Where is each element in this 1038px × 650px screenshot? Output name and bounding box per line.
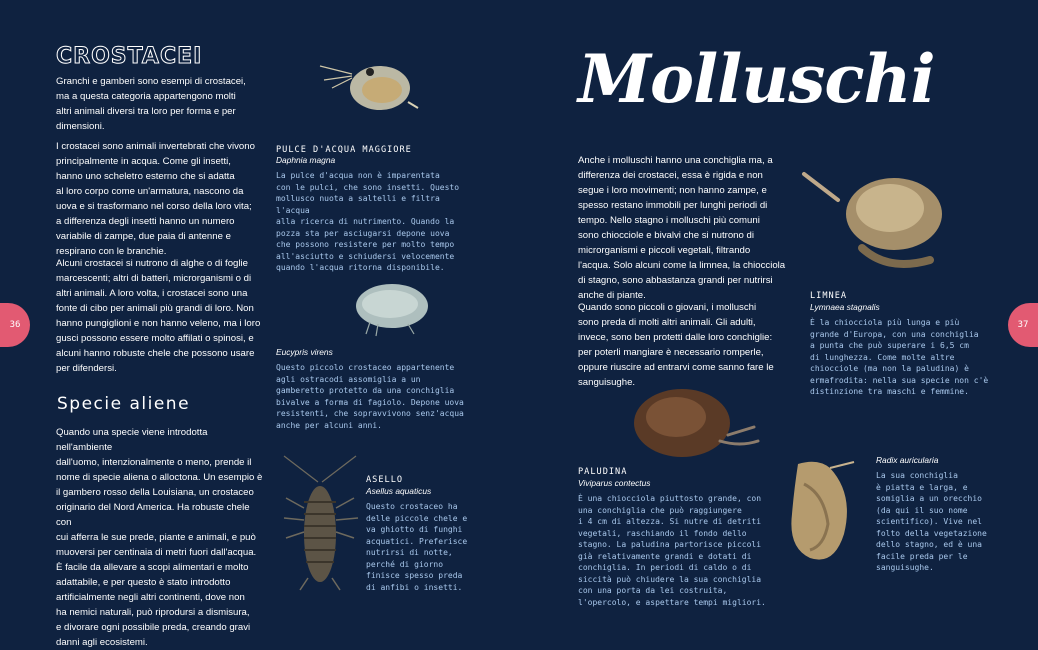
- species-latin-limnea: Lymnaea stagnalis: [810, 302, 880, 312]
- paragraph-line: ma a questa categoria appartengono molti: [56, 91, 236, 102]
- paragraph-line: Granchi e gamberi sono esempi di crostacei,: [56, 76, 246, 87]
- species-desc-eucypris: [276, 362, 466, 431]
- paragraph-line: Quando sono piccoli o giovani, i molluschi: [578, 302, 757, 313]
- desc-line: quando l'acqua ritorna disponibile.: [276, 263, 445, 272]
- desc-line: È una chiocciola piuttosto grande, con: [578, 494, 762, 503]
- species-name-daphnia: PULCE D'ACQUA MAGGIORE: [276, 145, 412, 155]
- desc-line: Questo crostaceo ha: [366, 502, 458, 511]
- crostacei-paragraph-1: [56, 74, 256, 134]
- paragraph-line: uova e si trasformano nel corso della loro vita;: [56, 201, 252, 212]
- paragraph-line: altri animali. A loro volta, i crostacei sono una: [56, 288, 248, 299]
- species-desc-radix: [876, 470, 1006, 574]
- paragraph-line: al loro corpo come un'armatura, nascono da: [56, 186, 244, 197]
- desc-line: all'asciutto e schiudersi velocemente: [276, 251, 455, 261]
- paragraph-line: ha nemici naturali, può riprodursi a dismisura,: [56, 607, 250, 618]
- paragraph-line: sono preda di molti altri animali. Gli adulti,: [578, 317, 756, 328]
- species-name-asello: ASELLO: [366, 475, 404, 485]
- desc-line: con le pulci, che sono insetti. Questo: [276, 182, 460, 192]
- species-latin-asello: Asellus aquaticus: [366, 486, 432, 496]
- desc-line: mollusco nuota a saltelli e filtra l'acqua: [276, 194, 440, 215]
- paragraph-line: il gambero rosso della Louisiana, un crostaceo: [56, 487, 254, 498]
- paragraph-line: e divorare ogni possibile preda, creando gravi: [56, 622, 251, 633]
- desc-line: folto della vegetazione: [876, 528, 987, 538]
- desc-line: chiocciole (ma non la paludina) è: [810, 364, 969, 373]
- paragraph-line: spesso restano immobili per lunghi periodi di: [578, 200, 768, 211]
- species-desc-daphnia: [276, 170, 466, 274]
- desc-line: La pulce d'acqua non è imparentata: [276, 171, 440, 180]
- desc-line: sanguisughe.: [876, 563, 934, 572]
- desc-line: È la chiocciola più lunga e più: [810, 318, 960, 327]
- paragraph-line: Quando una specie viene introdotta nell'ambiente: [56, 427, 208, 453]
- page-number-left: 36: [0, 303, 30, 347]
- paragraph-line: fonte di cibo per animali più grandi di loro. Non: [56, 303, 254, 314]
- desc-line: bivalve a forma di fagiolo. Depone uova: [276, 397, 464, 407]
- paragraph-line: differenza dei crostacei, essa è rigida e non: [578, 170, 763, 181]
- paragraph-line: cui afferra le sue prede, piante e animali, e può: [56, 532, 256, 543]
- paragraph-line: nome di specie aliena o alloctona. Un esempio è: [56, 472, 263, 483]
- desc-line: alla ricerca di nutrimento. Quando la: [276, 217, 455, 226]
- desc-line: vegetali, raschiando il fondo dello: [578, 528, 747, 538]
- desc-line: La sua conchiglia: [876, 471, 958, 480]
- paragraph-line: adattabile, e per questo è stato introdotto: [56, 577, 231, 588]
- paragraph-line: muoversi per centinaia di metri fuori dall'acqua.: [56, 547, 257, 558]
- species-latin-paludina: Viviparus contectus: [578, 478, 651, 488]
- page-title-molluschi: Molluschi: [578, 40, 935, 118]
- desc-line: Questo piccolo crostaceo appartenente: [276, 363, 455, 372]
- page-title-crostacei: CROSTACEI: [56, 44, 203, 69]
- desc-line: siccità può chiudere la sua conchiglia: [578, 574, 762, 584]
- paragraph-line: di stagno, sono abbastanza grandi per nutrirsi: [578, 275, 773, 286]
- daphnia-illustration: [312, 54, 422, 124]
- paragraph-line: artificialmente negli altri continenti, dove non: [56, 592, 245, 603]
- desc-line: già relativamente grandi e dotati di: [578, 551, 752, 561]
- desc-line: (da qui il suo nome: [876, 505, 968, 515]
- paragraph-line: Anche i molluschi hanno una conchiglia ma, a: [578, 155, 773, 166]
- desc-line: gamberetto protetto da una conchiglia: [276, 386, 455, 395]
- paragraph-line: variabile di zampe, due paia di antenne e: [56, 231, 231, 242]
- paragraph-line: oppure riuscire ad entrarvi come sanno fare le: [578, 362, 774, 373]
- species-desc-asello: [366, 501, 476, 593]
- crostacei-paragraph-2: [56, 139, 266, 259]
- paragraph-line: per difendersi.: [56, 363, 117, 374]
- paragraph-line: È facile da allevare a scopi alimentari e molto: [56, 562, 249, 573]
- desc-line: grande d'Europa, con una conchiglia: [810, 329, 979, 339]
- paragraph-line: Alcuni crostacei si nutrono di alghe o di foglie: [56, 258, 248, 269]
- paragraph-line: microrganismi e piccoli vegetali, filtrando: [578, 245, 751, 256]
- desc-line: i 4 cm di altezza. Si nutre di detriti: [578, 517, 762, 526]
- asellus-illustration: [278, 452, 364, 592]
- species-name-limnea: LIMNEA: [810, 291, 848, 301]
- paragraph-line: I crostacei sono animali invertebrati che vivono: [56, 141, 255, 152]
- paragraph-line: segue i loro movimenti; non hanno zampe, e: [578, 185, 767, 196]
- species-latin-eucypris: Eucypris virens: [276, 347, 333, 357]
- desc-line: acquatici. Preferisce: [366, 536, 468, 546]
- paragraph-line: a differenza degli insetti hanno un numero: [56, 216, 235, 227]
- paragraph-line: marcescenti; altri di batteri, microrganismi o di: [56, 273, 252, 284]
- section-title-specie-aliene: Specie aliene: [57, 394, 191, 414]
- paragraph-line: dimensioni.: [56, 121, 105, 132]
- alien-paragraph: [56, 425, 266, 650]
- desc-line: conchiglia. In periodi di caldo o di: [578, 563, 752, 572]
- paragraph-line: altri animali diversi tra loro per forma e per: [56, 106, 236, 117]
- crostacei-paragraph-3: [56, 256, 266, 376]
- page-number-right: 37: [1008, 303, 1038, 347]
- paragraph-line: originario del Nord America. Ha robuste chele con: [56, 502, 250, 528]
- molluschi-paragraph-2: [578, 300, 793, 390]
- paragraph-line: danni agli ecosistemi.: [56, 637, 148, 648]
- desc-line: perché di giorno: [366, 559, 444, 569]
- paragraph-line: invece, sono ben protetti dalle loro conchiglie:: [578, 332, 773, 343]
- desc-line: con una porta da lei costruita,: [578, 586, 728, 595]
- paragraph-line: gusci possono essere molto affilati o spinosi, e: [56, 333, 254, 344]
- species-name-paludina: PALUDINA: [578, 467, 628, 477]
- molluschi-paragraph-1: [578, 153, 793, 303]
- radix-illustration: [784, 454, 864, 574]
- paragraph-line: dall'uomo, intenzionalmente o meno, prende il: [56, 457, 252, 468]
- paragraph-line: sanguisughe.: [578, 377, 636, 388]
- desc-line: scientifico). Vive nel: [876, 517, 982, 526]
- desc-line: somiglia a un orecchio: [876, 494, 982, 503]
- paludina-illustration: [628, 385, 764, 467]
- desc-line: distinzione tra maschi e femmine.: [810, 387, 969, 396]
- paragraph-line: tempo. Nello stagno i molluschi più comuni: [578, 215, 760, 226]
- desc-line: di anfibi o insetti.: [366, 582, 463, 592]
- desc-line: delle piccole chele e: [366, 513, 468, 523]
- desc-line: di lunghezza. Come molte altre: [810, 352, 955, 362]
- paragraph-line: sono chiocciole e bivalvi che si nutrono di: [578, 230, 754, 241]
- desc-line: anche per alcuni anni.: [276, 420, 382, 430]
- paragraph-line: anche di piante.: [578, 290, 646, 301]
- desc-line: l'opercolo, e aspettare tempi migliori.: [578, 597, 766, 607]
- species-latin-daphnia: Daphnia magna: [276, 155, 336, 165]
- limnea-illustration: [798, 160, 948, 280]
- desc-line: a punta che può superare i 6,5 cm: [810, 341, 969, 350]
- species-desc-paludina: [578, 493, 768, 608]
- paragraph-line: l'acqua. Solo alcuni come la limnea, la chiocciola: [578, 260, 786, 271]
- species-desc-limnea: [810, 317, 1000, 398]
- desc-line: pozza sta per asciugarsi depone uova: [276, 228, 450, 238]
- desc-line: finisce spesso preda: [366, 571, 463, 580]
- desc-line: resistenti, che sopravvivono senz'acqua: [276, 409, 464, 418]
- desc-line: una conchiglia che può raggiungere: [578, 505, 742, 515]
- desc-line: facile preda per le: [876, 551, 968, 561]
- paragraph-line: per poterli mangiare è necessario romperle,: [578, 347, 764, 358]
- paragraph-line: hanno uno scheletro esterno che si adatta: [56, 171, 235, 182]
- desc-line: nutrirsi di notte,: [366, 548, 453, 557]
- paragraph-line: hanno pungiglioni e non hanno veleno, ma i loro: [56, 318, 261, 329]
- paragraph-line: respirano con le branchie.: [56, 246, 167, 257]
- desc-line: che possono resistere per molto tempo: [276, 240, 455, 249]
- paragraph-line: alcuni hanno robuste chele che possono usare: [56, 348, 255, 359]
- desc-line: ermafrodita: nella sua specie non c'è: [810, 375, 989, 385]
- desc-line: è piatta e larga, e: [876, 482, 968, 492]
- desc-line: va ghiotto di funghi: [366, 525, 463, 534]
- paragraph-line: principalmente in acqua. Come gli insetti,: [56, 156, 231, 167]
- desc-line: stagno. La paludina partorisce piccoli: [578, 540, 762, 549]
- eucypris-illustration: [350, 278, 436, 340]
- desc-line: dello stagno, ed è una: [876, 540, 982, 549]
- desc-line: agli ostracodi assomiglia a un: [276, 374, 421, 384]
- species-latin-radix: Radix auricularia: [876, 455, 939, 465]
